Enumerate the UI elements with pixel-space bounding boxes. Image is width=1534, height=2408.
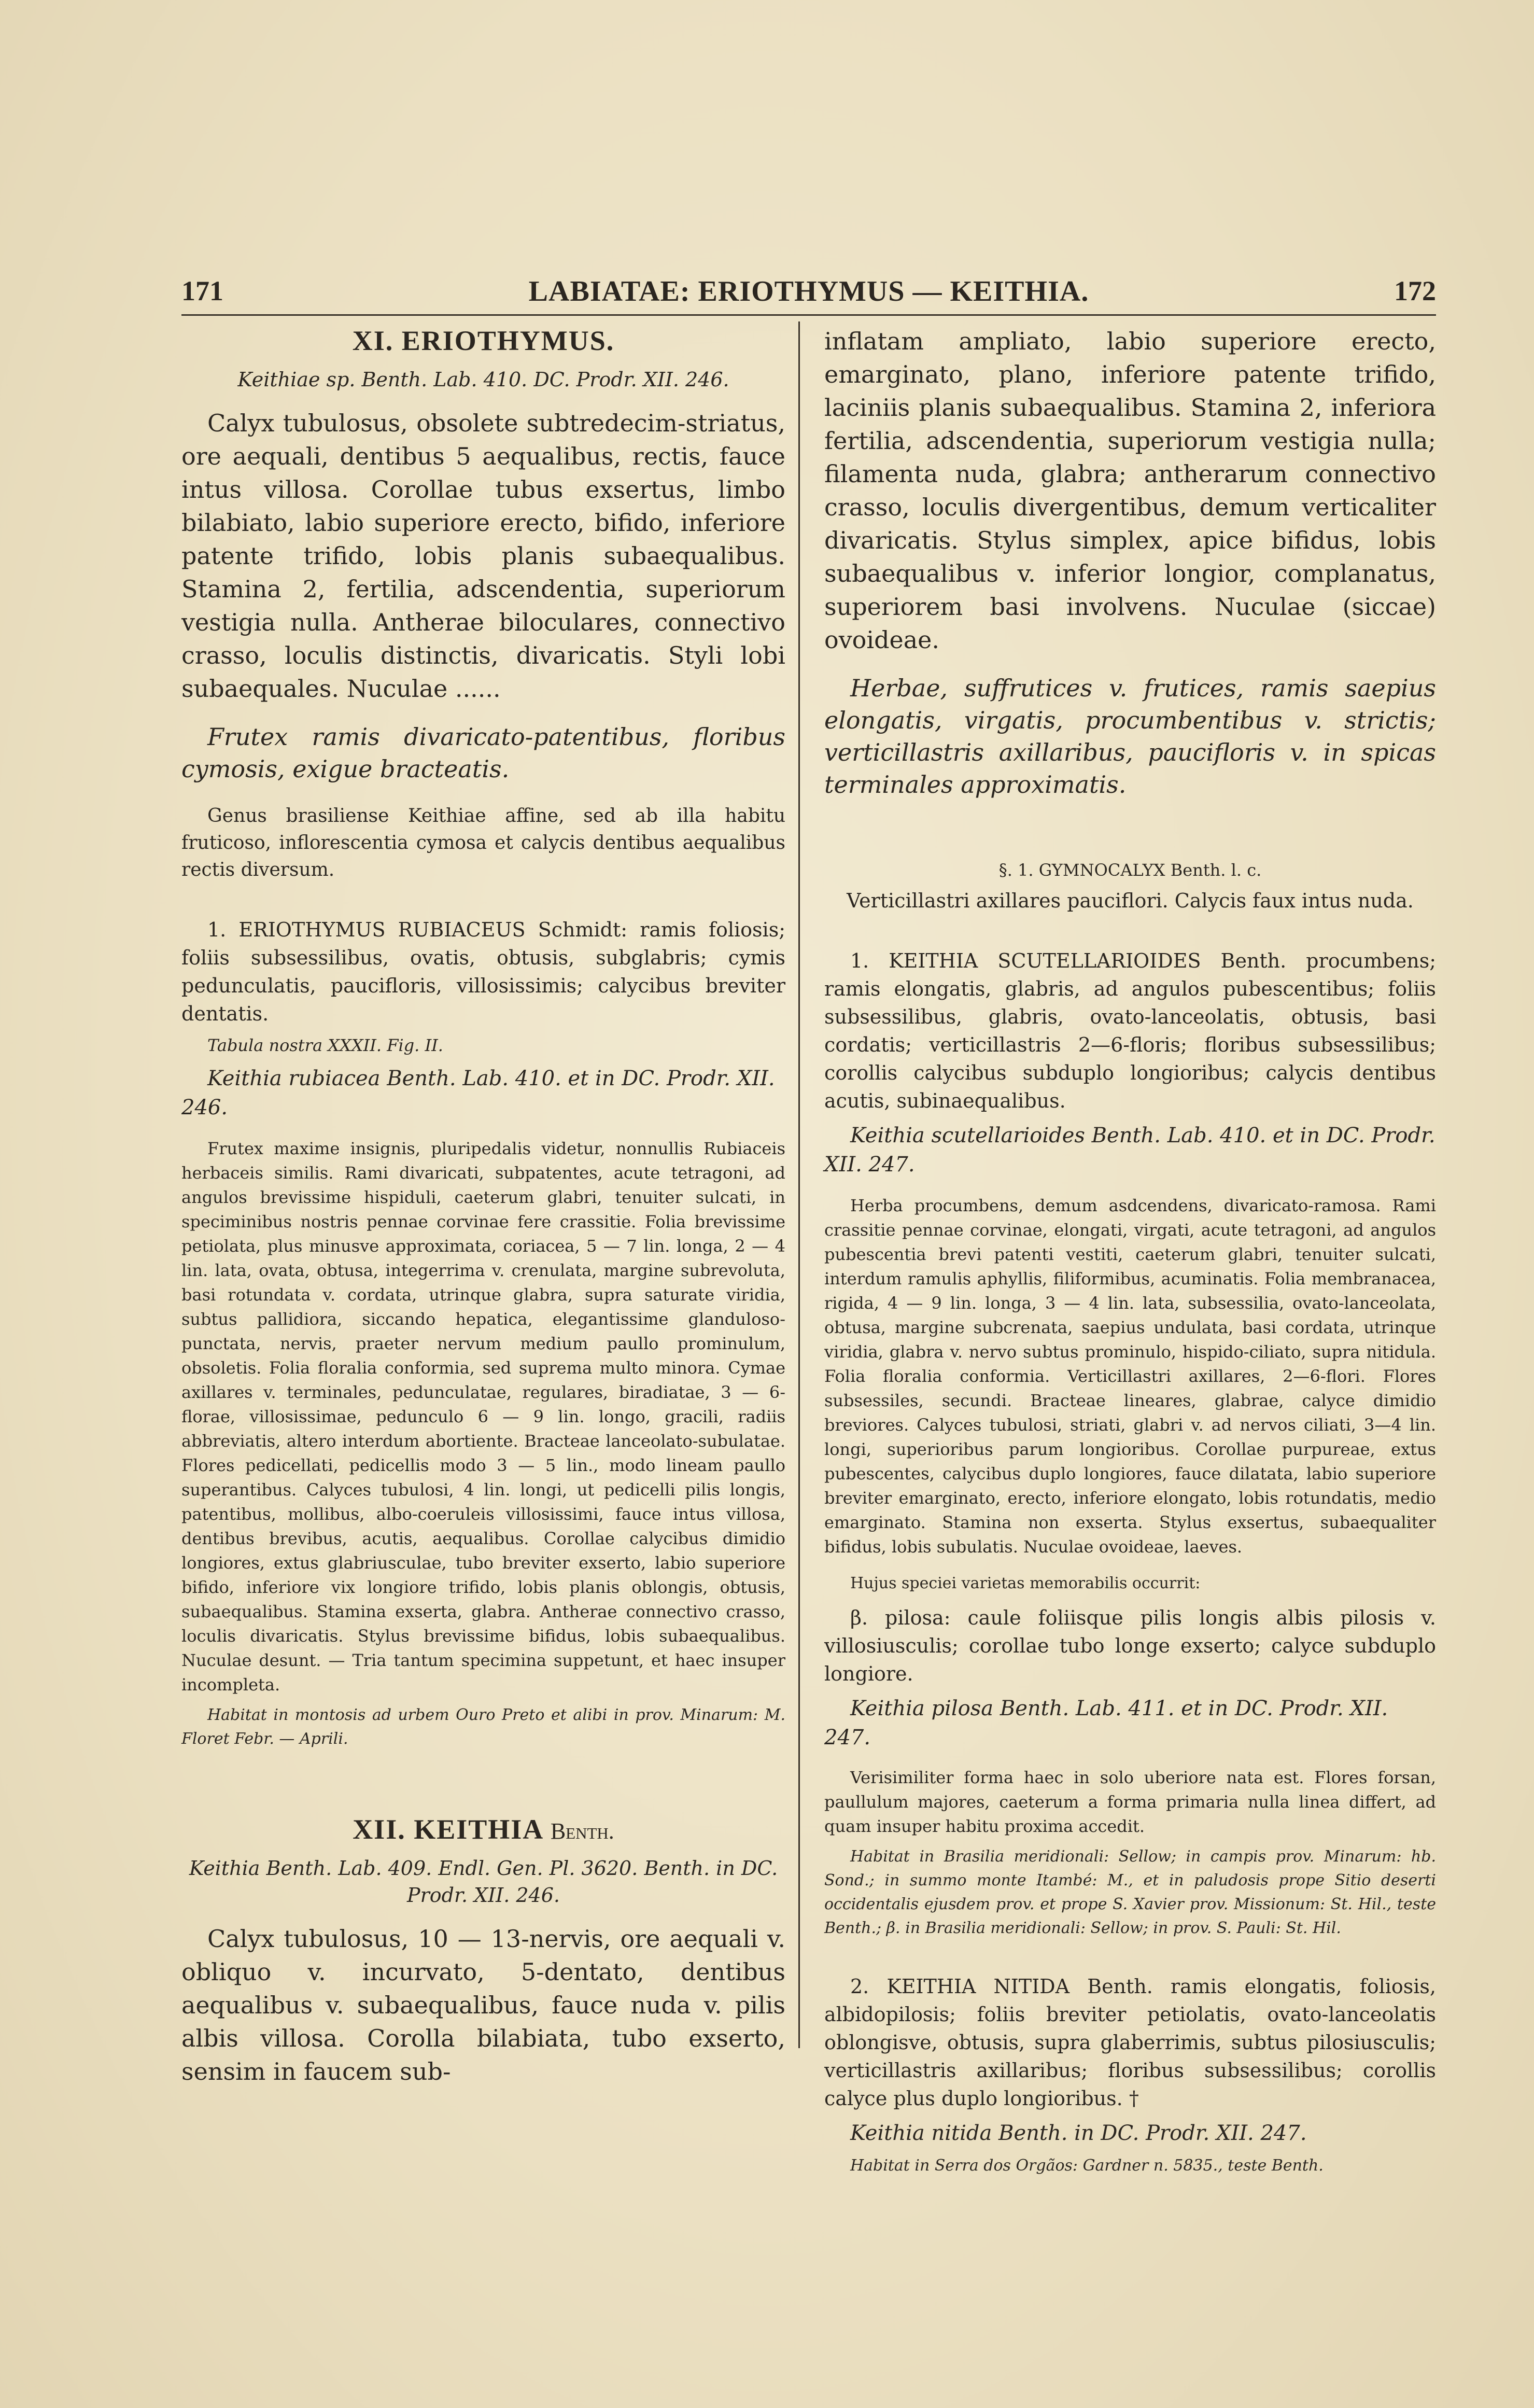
running-title: LABIATAE: ERIOTHYMUS — KEITHIA.	[528, 275, 1089, 307]
section-heading: §. 1. GYMNOCALYX Benth. l. c.	[998, 860, 1262, 880]
genus-author: Benth.	[550, 1818, 614, 1844]
genus-heading-eriothymus: XI. ERIOTHYMUS.	[352, 325, 615, 356]
genus-description: Calyx tubulosus, 10 — 13-nervis, ore aequali v. obliquo v. incurvato, 5-dentato, dentibus aequalibus v. subaequalibus, fauce nuda v. pilis albis villosa. Corolla bilabiata, tubo exserto, sensim in faucem sub-	[181, 1925, 785, 2085]
variety-synonym: Keithia pilosa Benth. Lab. 411. et in DC. Prodr. XII. 247.	[824, 1697, 1388, 1749]
species-description: Frutex maxime insignis, pluripedalis videtur, nonnullis Rubiaceis herbaceis similis. Rami divaricati, subpatentes, acute tetragoni, ad angulos brevissime hispiduli, caeterum glabri, tenuiter sulcati, in speciminibus nostris pennae corvinae fere crassitie. Folia brevissime petiolata, plus minusve approximata, coriacea, 5 — 7 lin. longa, 2 — 4 lin. lata, ovata, obtusa, integerrima v. crenulata, margine subrevoluta, basi rotundata v. cordata, utrinque glabra, supra saturate viridia, subtus pallidiora, siccando hepatica, elegantissime glanduloso-punctata, nervis, praeter nervum medium paullo prominulum, obsoletis. Folia floralia conformia, sed suprema multo minora. Cymae axillares v. terminales, pedunculatae, regulares, biradiatae, 3 — 6-florae, villosissimae, pedunculo 6 — 9 lin. longo, gracili, radiis abbreviatis, altero interdum abortiente. Bracteae lanceolato-subulatae. Flores pedicellati, pedicellis modo 3 — 5 lin., modo lineam paullo superantibus. Calyces tubulosi, 4 lin. longi, ut pedicelli pilis longis, patentibus, mollibus, albo-coeruleis villosissimi, fauce intus villosa, dentibus brevibus, acutis, aequalibus. Corollae calycibus dimidio longiores, extus glabriusculae, tubo breviter exserto, labio superiore bifido, inferiore vix longiore trifido, lobis planis oblongis, obtusis, subaequalibus. Stamina exserta, glabra. Antherae connectivo crasso, loculis divaricatis. Stylus brevissime bifidus, lobis subaequalibus. Nuculae desunt. — Tria tantum specimina suppetunt, et haec insuper incompleta.	[181, 1139, 785, 1695]
section-description: Verticillastri axillares pauciflori. Calycis faux intus nuda.	[847, 889, 1414, 912]
species-diagnosis: 1. ERIOTHYMUS RUBIACEUS Schmidt: ramis foliosis; foliis subsessilibus, ovatis, obtusis, subglabris; cymis pedunculatis, paucifloris, villosissimis; calycibus breviter dentatis.	[181, 918, 785, 1025]
genus-heading-keithia: XII. KEITHIA Benth.	[353, 1814, 614, 1845]
header-rule	[181, 314, 1436, 316]
genus-synonym: Keithia Benth. Lab. 409. Endl. Gen. Pl. 3620. Benth. in DC. Prodr. XII. 246.	[189, 1857, 778, 1907]
left-column	[181, 325, 785, 2088]
species-synonym: Keithia rubiacea Benth. Lab. 410. et in DC. Prodr. XII. 246.	[181, 1067, 775, 1119]
species-synonym: Keithia nitida Benth. in DC. Prodr. XII. 247.	[850, 2121, 1307, 2145]
genus-note: Genus brasiliense Keithiae affine, sed ab illa habitu fruticoso, inflorescentia cymosa et calycis dentibus aequalibus rectis diversum.	[181, 805, 785, 880]
running-header	[181, 275, 1436, 311]
species-diagnosis: 2. KEITHIA NITIDA Benth. ramis elongatis, foliosis, albidopilosis; foliis breviter petiolatis, ovato-lanceolatis oblongisve, obtusis, supra glaberrimis, subtus pilosiusculis; verticillastris axillaribus; floribus subsessilibus; corollis calyce plus duplo longioribus. †	[824, 1975, 1436, 2110]
genus-habit: Frutex ramis divaricato-patentibus, floribus cymosis, exigue bracteatis.	[181, 723, 785, 783]
variety-note: Verisimiliter forma haec in solo uberiore nata est. Flores forsan, paullulum majores, caeterum a forma primaria nulla linea differt, ad quam insuper habitu proxima accedit.	[824, 1768, 1436, 1836]
species-description: Herba procumbens, demum asdcendens, divaricato-ramosa. Rami crassitie pennae corvinae, elongati, virgati, acute tetragoni, ad angulos pubescentia brevi patenti vestiti, caeterum glabri, tenuiter sulcati, interdum ramulis aphyllis, filiformibus, acuminatis. Folia membranacea, rigida, 4 — 9 lin. longa, 3 — 4 lin. lata, subsessilia, ovato-lanceolata, obtusa, margine subcrenata, saepius undulata, basi cordata, utrinque viridia, glabra v. nervo subtus prominulo, hispido-ciliato, supra nitidula. Folia floralia conformia. Verticillastri axillares, 2—6-flori. Flores subsessiles, secundi. Bracteae lineares, glabrae, calyce dimidio breviores. Calyces tubulosi, striati, glabri v. ad nervos ciliati, 3—4 lin. longi, superioribus parum longioribus. Corollae purpureae, extus pubescentes, calycibus duplo longiores, fauce dilatata, labio superiore breviter emarginato, erecto, inferiore elongato, lobis rotundatis, medio emarginato. Stamina non exserta. Stylus exsertus, subaequaliter bifidus, lobis subulatis. Nuculae ovoideae, laeves.	[824, 1196, 1436, 1557]
variety-diagnosis: β. pilosa: caule foliisque pilis longis albis pilosis v. villosiusculis; corollae tubo longe exserto; calyce subduplo longiore.	[824, 1606, 1436, 1685]
page-number-left: 171	[181, 275, 223, 306]
genus-description: Calyx tubulosus, obsolete subtredecim-striatus, ore aequali, dentibus 5 aequalibus, rectis, fauce intus villosa. Corollae tubus exsertus, limbo bilabiato, labio superiore erecto, bifido, inferiore patente trifido, lobis planis subaequalibus. Stamina 2, fertilia, adscendentia, superiorum vestigia nulla. Antherae biloculares, connectivo crasso, loculis distinctis, divaricatis. Styli lobi subaequales. Nuculae ......	[181, 409, 785, 703]
species-locality: Habitat in montosis ad urbem Ouro Preto et alibi in prov. Minarum: M. Floret Febr. — Aprili.	[181, 1706, 785, 1748]
genus-synonym: Keithiae sp. Benth. Lab. 410. DC. Prodr. XII. 246.	[237, 368, 729, 391]
species-locality: Habitat in Brasilia meridionali: Sellow; in campis prov. Minarum: hb. Sond.; in summo monte Itambé: M., et in paludosis prope Sitio deserti occidentalis ejusdem prov. et prope S. Xavier prov. Missionum: St. Hil., teste Benth.; β. in Brasilia meridionali: Sellow; in prov. S. Pauli: St. Hil.	[824, 1847, 1436, 1937]
page-number-right: 172	[1394, 275, 1436, 306]
plate-reference: Tabula nostra XXXII. Fig. II.	[207, 1035, 443, 1055]
column-divider	[798, 321, 800, 2048]
genus-habit: Herbae, suffrutices v. frutices, ramis saepius elongatis, virgatis, procumbentibus v. strictis; verticillastris axillaribus, paucifloris v. in spicas terminales approximatis.	[824, 674, 1436, 799]
species-locality: Habitat in Serra dos Orgãos: Gardner n. 5835., teste Benth.	[850, 2157, 1324, 2175]
genus-description-continued: inflatam ampliato, labio superiore erecto, emarginato, plano, inferiore patente trifido, laciniis planis subaequalibus. Stamina 2, inferiora fertilia, adscendentia, superiorum vestigia nulla; filamenta nuda, glabra; antherarum connectivo crasso, loculis divergentibus, demum verticaliter divaricatis. Stylus simplex, apice bifidus, lobis subaequalibus v. inferior longior, complanatus, superiorem basi involvens. Nuculae (siccae) ovoideae.	[824, 327, 1436, 654]
variety-intro: Hujus speciei varietas memorabilis occurrit:	[850, 1574, 1201, 1592]
species-synonym: Keithia scutellarioides Benth. Lab. 410. et in DC. Prodr. XII. 247.	[824, 1124, 1436, 1177]
right-column	[824, 325, 1436, 2178]
species-diagnosis: 1. KEITHIA SCUTELLARIOIDES Benth. procumbens; ramis elongatis, glabris, ad angulos pubescentibus; foliis subsessilibus, glabris, ovato-lanceolatis, obtusis, basi cordatis; verticillastris 2—6-floris; floribus subsessilibus; corollis calycibus subduplo longioribus; calycis dentibus acutis, subinaequalibus.	[824, 949, 1436, 1112]
